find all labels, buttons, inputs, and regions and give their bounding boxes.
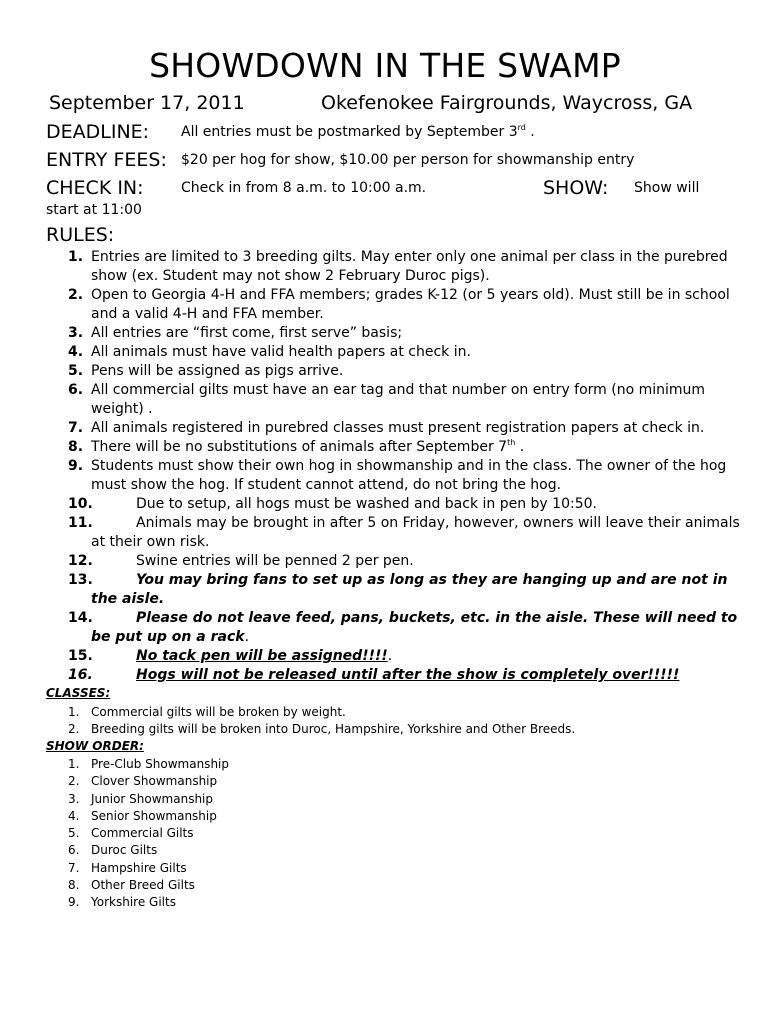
list-item: 3. Junior Showmanship bbox=[68, 791, 214, 806]
rule-item: 2. Open to Georgia 4-H and FFA members; grades K-12 (or 5 years old). Must still be in school and a valid 4-H and FFA member. bbox=[68, 287, 730, 322]
rule-item: 12. Swine entries will be penned 2 per pen. bbox=[68, 553, 414, 569]
rule-item: 9. Students must show their own hog in showmanship and in the class. The owner of the hog must show the hog. If student cannot attend, do not bring the hog. bbox=[68, 458, 727, 493]
list-item: 1. Pre-Club Showmanship bbox=[68, 757, 229, 771]
page-title: SHOWDOWN IN THE SWAMP bbox=[149, 46, 621, 85]
rule-item: 7. All animals registered in purebred classes must present registration papers at check in. bbox=[68, 420, 705, 436]
list-item: 6. Duroc Gilts bbox=[68, 843, 158, 858]
event-location: Okefenokee Fairgrounds, Waycross, GA bbox=[321, 92, 693, 114]
rule-item: 4. All animals must have valid health papers at check in. bbox=[68, 344, 471, 360]
rule-item: 8. There will be no substitutions of animals after September 7th . bbox=[68, 438, 525, 455]
rule-item: 15. No tack pen will be assigned!!!!. bbox=[68, 648, 393, 664]
list-item: 8. Other Breed Gilts bbox=[68, 878, 195, 893]
rules-list bbox=[46, 248, 746, 685]
rule-item: 11. Animals may be brought in after 5 on Friday, however, owners will leave their animals at their own risk. bbox=[68, 515, 740, 550]
rule-item: 13. You may bring fans to set up as long as they are hanging up and are not in the aisle. bbox=[68, 572, 728, 607]
list-item: 7. Hampshire Gilts bbox=[68, 860, 187, 875]
entry-fees-label: ENTRY FEES: bbox=[46, 149, 167, 171]
list-item: 4. Senior Showmanship bbox=[68, 808, 217, 823]
check-in-text: Check in from 8 a.m. to 10:00 a.m. bbox=[181, 180, 427, 196]
rule-item: 6. All commercial gilts must have an ear tag and that number on entry form (no minimum weight) . bbox=[68, 382, 706, 417]
deadline-text: All entries must be postmarked by September 3rd . bbox=[181, 123, 535, 140]
rule-item: 5. Pens will be assigned as pigs arrive. bbox=[68, 363, 344, 379]
rule-item: 1. Entries are limited to 3 breeding gilts. May enter only one animal per class in the purebred show (ex. Student may not show 2 February Duroc pigs). bbox=[68, 249, 728, 284]
list-item: 2. Clover Showmanship bbox=[68, 774, 218, 789]
rule-item: 3. All entries are “first come, first serve” basis; bbox=[68, 325, 403, 341]
classes-list bbox=[46, 704, 575, 739]
show-text-continued: start at 11:00 bbox=[46, 202, 142, 218]
show-order-list bbox=[46, 756, 229, 912]
check-in-label: CHECK IN: bbox=[46, 177, 144, 199]
rules-heading: RULES: bbox=[46, 224, 115, 246]
rule-item: 14. Please do not leave feed, pans, buckets, etc. in the aisle. These will need to be put up on a rack. bbox=[68, 610, 738, 645]
list-item: 9. Yorkshire Gilts bbox=[68, 895, 176, 910]
show-order-heading: SHOW ORDER: bbox=[46, 739, 144, 753]
deadline-label: DEADLINE: bbox=[46, 121, 150, 143]
entry-fees-text: $20 per hog for show, $10.00 per person for showmanship entry bbox=[181, 152, 635, 168]
classes-heading: CLASSES: bbox=[46, 686, 111, 700]
list-item: 5. Commercial Gilts bbox=[68, 826, 194, 841]
list-item: 2. Breeding gilts will be broken into Duroc, Hampshire, Yorkshire and Other Breeds. bbox=[68, 722, 576, 737]
event-date: September 17, 2011 bbox=[49, 92, 245, 114]
show-label: SHOW: bbox=[543, 177, 609, 199]
rule-item: 16. Hogs will not be released until after the show is completely over!!!!! bbox=[68, 667, 680, 683]
list-item: 1. Commercial gilts will be broken by weight. bbox=[68, 705, 346, 719]
rule-item: 10. Due to setup, all hogs must be washed and back in pen by 10:50. bbox=[68, 496, 597, 512]
show-text: Show will bbox=[634, 180, 700, 196]
